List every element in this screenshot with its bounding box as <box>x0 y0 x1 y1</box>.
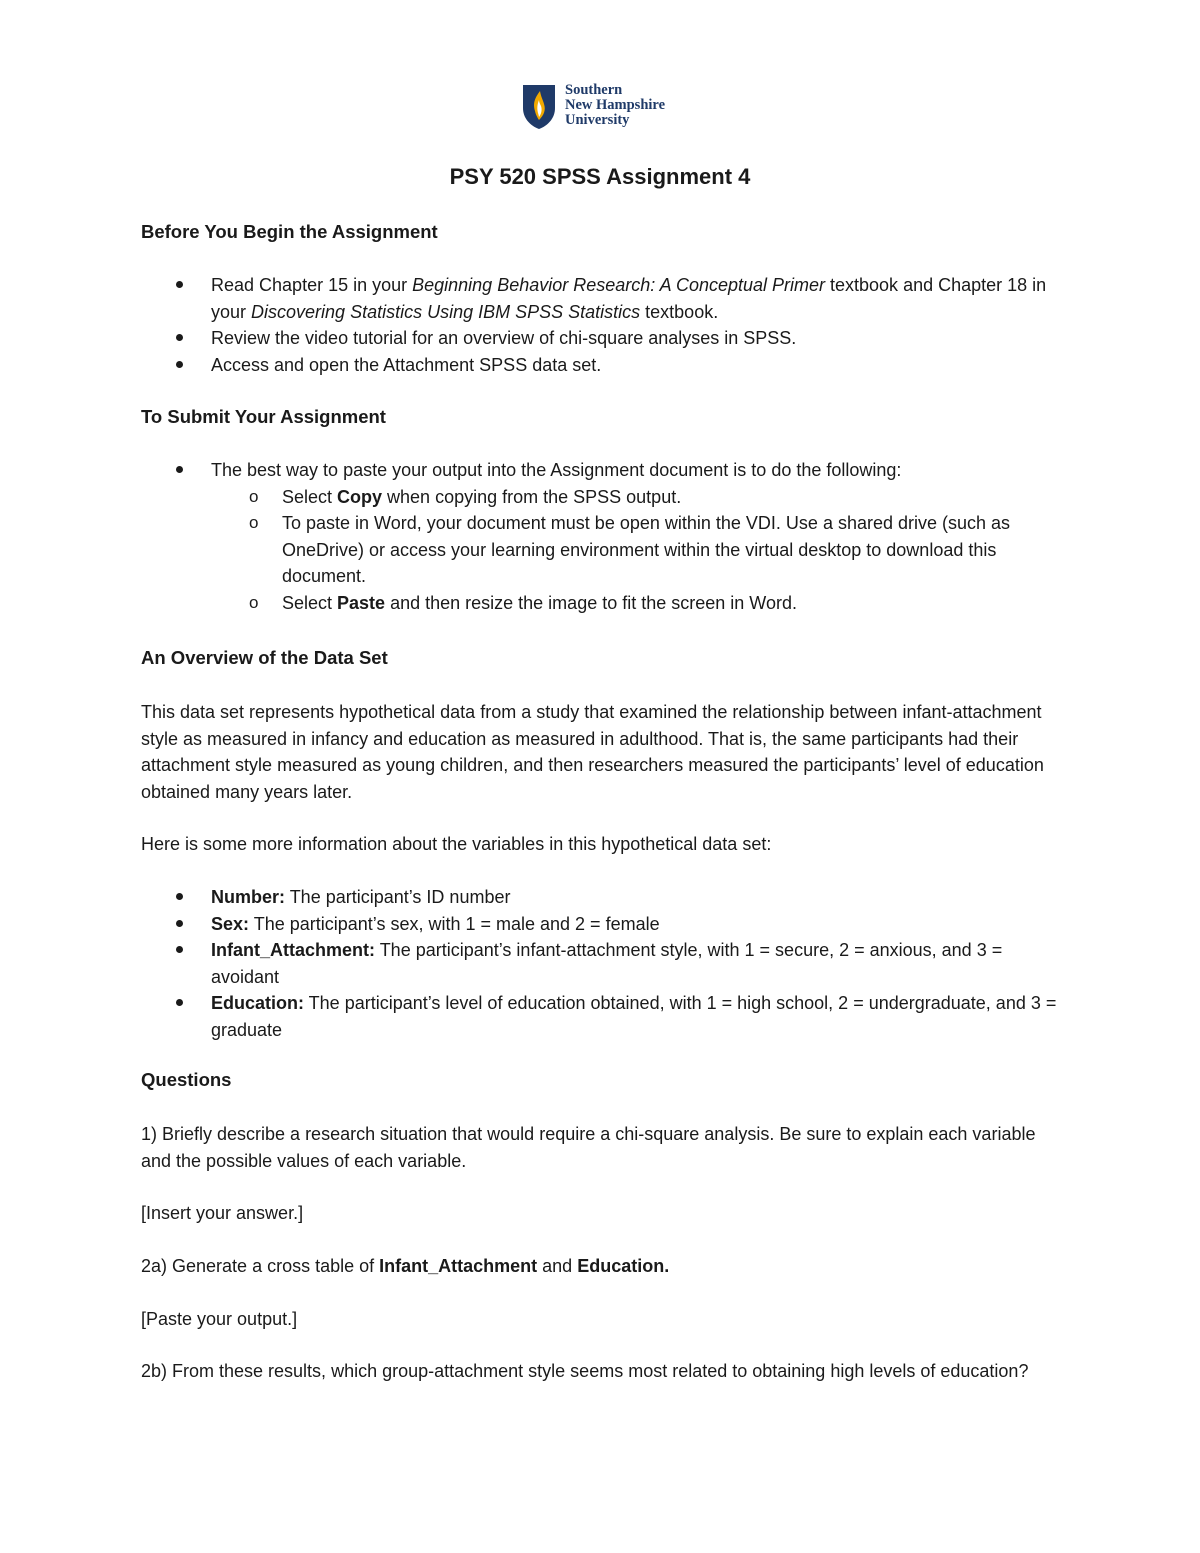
variables-intro: Here is some more information about the variables in this hypothetical data set: <box>141 834 772 854</box>
variable-item: Number: The participant’s ID number <box>141 884 1061 911</box>
logo-wordmark <box>565 83 665 128</box>
variable-item: Education: The participant’s level of education obtained, with 1 = high school, 2 = undergraduate, and 3 = graduate <box>141 990 1061 1043</box>
university-logo <box>521 84 665 132</box>
submit-list <box>141 457 1061 616</box>
variables-list <box>141 884 1061 1043</box>
sublist-item: o Select Paste and then resize the image to fit the screen in Word. <box>211 590 1061 617</box>
variable-name: Sex: <box>211 913 250 934</box>
question-2b: 2b) From these results, which group-attachment style seems most related to obtaining high levels of education? <box>141 1361 1029 1381</box>
logo-line-2: New Hampshire <box>565 97 666 113</box>
textbook-title: Discovering Statistics Using IBM SPSS Statistics <box>251 301 641 322</box>
before-list <box>141 272 1061 378</box>
logo-line-3: University <box>565 112 630 128</box>
overview-paragraph: This data set represents hypothetical data from a study that examined the relationship between infant-attachment style as measured in infancy and education as measured in adulthood. That is, the same participants had their attachment style measured as young children, and then researchers measured the participants’ level of education obtained many years later. <box>141 702 1044 802</box>
logo-line-1: Southern <box>565 82 623 98</box>
heading-to-submit: To Submit Your Assignment <box>141 406 386 427</box>
flame-shield-icon <box>521 84 557 130</box>
list-item: Review the video tutorial for an overview of chi-square analyses in SPSS. <box>141 325 1061 352</box>
sublist-item: o To paste in Word, your document must be open within the VDI. Use a shared drive (such as OneDrive) or access your learning environment within the virtual desktop to download this document. <box>211 510 1061 590</box>
variable-name: Education: <box>211 993 304 1013</box>
document-title: PSY 520 SPSS Assignment 4 <box>449 164 751 189</box>
list-item: The best way to paste your output into the Assignment document is to do the following: o Select Copy when copying from the SPSS output. o To paste in Word, your document must be open within the VDI. Use a shared drive (such as OneDrive) or access your learning environment within the virtual desktop to download this document. o Select Paste and then resize the image to fit the screen in Word. <box>141 457 1061 616</box>
question-1: 1) Briefly describe a research situation that would require a chi-square analysis. Be sure to explain each variable and the possible values of each variable. <box>141 1124 1036 1171</box>
question-2a: 2a) Generate a cross table of Infant_Attachment and Education. <box>141 1256 670 1276</box>
heading-overview: An Overview of the Data Set <box>141 647 388 668</box>
variable-name: Number: <box>211 887 286 907</box>
variable-name: Infant_Attachment: <box>211 940 376 960</box>
list-item: Read Chapter 15 in your Beginning Behavior Research: A Conceptual Primer textbook and Chapter 18 in your Discovering Statistics Using IBM SPSS Statistics textbook. <box>141 272 1061 325</box>
textbook-title: Beginning Behavior Research: A Conceptual Primer <box>412 275 826 295</box>
list-item: Access and open the Attachment SPSS data set. <box>141 352 1061 379</box>
submit-sublist <box>211 484 1061 617</box>
variable-item: Infant_Attachment: The participant’s infant-attachment style, with 1 = secure, 2 = anxious, and 3 = avoidant <box>141 937 1061 990</box>
output-placeholder: [Paste your output.] <box>141 1309 298 1329</box>
heading-before-you-begin: Before You Begin the Assignment <box>141 221 438 242</box>
answer-placeholder: [Insert your answer.] <box>141 1203 304 1223</box>
heading-questions: Questions <box>141 1069 232 1090</box>
variable-item: Sex: The participant’s sex, with 1 = male and 2 = female <box>141 911 1061 938</box>
sublist-item: o Select Copy when copying from the SPSS output. <box>211 484 1061 511</box>
